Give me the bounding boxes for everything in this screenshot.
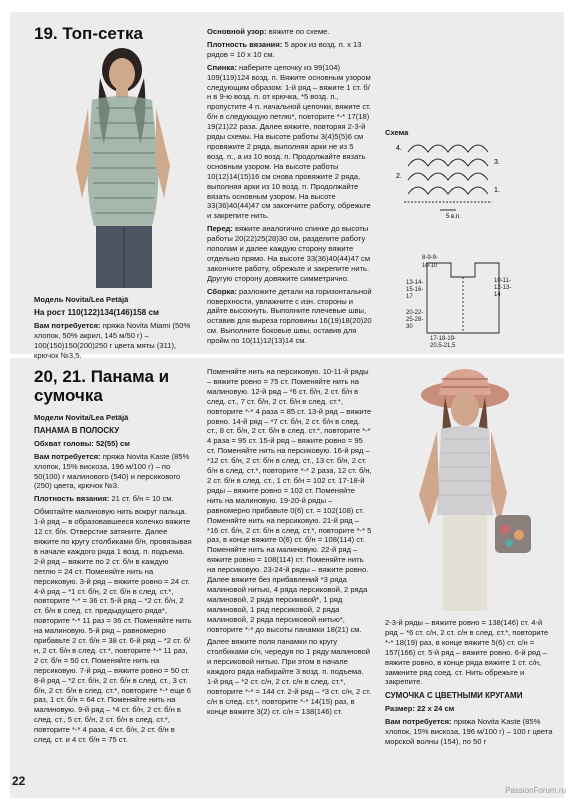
pattern-text: вяжите по схеме. — [268, 27, 330, 36]
scheme-note: 5 в.п. — [446, 214, 461, 220]
dim-left-c: 17 — [406, 294, 413, 300]
dim-left2-c: 30 — [406, 324, 413, 330]
assembly-label: Сборка: — [207, 286, 237, 296]
dim-right-c: 14 — [494, 292, 501, 298]
dim-top-b: 10-10 — [422, 263, 438, 269]
dim-bottom-a: 17-18-19- — [430, 336, 457, 342]
model-credit: Модель Novita/Lea Petäjä — [34, 295, 129, 304]
model-photo-hat — [395, 365, 555, 615]
back-paragraph — [207, 63, 372, 222]
scheme-row-3: 3. — [494, 159, 500, 166]
dim-left-a: 13-14- — [406, 280, 424, 286]
density-paragraph-2 — [34, 494, 192, 504]
pattern-label: Основной узор: — [207, 27, 267, 36]
scheme-row-2: 2. — [396, 173, 402, 180]
head-label: Обхват головы: — [34, 438, 94, 448]
dim-right-b: 12-13- — [494, 285, 512, 291]
materials-label-2: Вам потребуется: — [34, 451, 101, 461]
body-text-3: Далее вяжите поля панамки по кругу столбиками с/н, чередуя по 1 ряду малиновой и персиковой нитью. При этом в начале каждого ряда набирайте 3 возд. п. подъема. 1-й ряд – *2 ст. с/н, 2 ст. с/н в след. ст.*, повторите *-* = 144 ст. 2-й ряд – *3 ст. с/н, 2 ст. с/н в след. ст.*, повторите *-* 14(15) раз, в конце вяжите 3(2) ст. с/н = 138(146) ст. — [207, 637, 371, 716]
height-line: На рост 110(122)134(146)158 см — [34, 307, 160, 317]
materials-text-3: пряжа Novita Kaste (85% хлопок, 15% вискоза, 196 м/100 г) – 100 г цвета морской волны (154), по 50 г — [385, 717, 553, 746]
page-number: 22 — [12, 774, 26, 788]
body-text-4: 2-3-й ряды – вяжите ровно = 138(146) ст. 4-й ряд – *6 ст. с/н, 2 ст. с/н в след. ст.*, повторите *-* 18(19) раз, в конце вяжите 5(6) ст. с/н = 157(166) ст. 5-й ряд – вяжите ровно. 6-й ряд – вяжите ровно, в конце ряда вяжите 1 ст. с/н, замкните ряд соед. ст. Нить обрежьте и закрепите. — [385, 618, 549, 687]
body-text-1: Обмотайте малиновую нить вокруг пальца. 1-й ряд – в образовавшееся колечко вяжите 12 ст. б/н. Отверстие затяните. Далее вяжите по кругу столбиками б/н, провязывая в начале каждого ряда 1 возд. п. подъема. 2-й ряд – вяжите по 2 ст. б/н в каждую петлю = 24 ст. Поменяйте нить на персиковую. 3-й ряд – вяжите ровно = 24 ст. 4-й ряд – *1 ст. б/н, 2 ст. б/н в след. ст.*, повторите *-* = 36 ст. 5-й ряд – *2 ст. б/н, 2 ст. б/н в след. ст. предыдущего ряда*, повторите *-* 11 раз = 36 ст. Поменяйте нить на малиновую. 5-й ряд – равномерно прибавьте 2 ст. б/н = 38 ст. 6-й ряд – *2 ст. б/н, 2 ст. б/н в след. ст.*, повторите *-* 11 раз, 2 ст. б/н = 50 ст. Поменяйте нить на персиковую. 7-й ряд – вяжите ровно = 50 ст. 8-й ряд – *2 ст. б/н, 2 ст. б/н в след. ст., 3 ст. б/н, 2 ст. б/н в след. ст.*, повторите *-* еще 6 раз, 1 ст. б/н = 64 ст. Поменяйте нить на малиновую. 9-й ряд – *4 ст. б/н, 2 ст. б/н в след. ст., 5 ст. б/н, 2 ст. б/н в след. ст.*, повторите *-* 4 раза, 4 ст. б/н, 2 ст. б/н в след. ст. и 4 ст. б/н = 75 ст. — [34, 507, 192, 745]
section-20-title: 20, 21. Панама и сумочка — [34, 367, 170, 405]
dim-left2-b: 25-28- — [406, 317, 424, 323]
materials-paragraph — [34, 321, 194, 361]
materials-label: Вам потребуется: — [34, 320, 101, 330]
back-label: Спинка: — [207, 62, 237, 72]
dim-bottom-b: 20,5-21,5 — [430, 343, 456, 349]
watermark: PassionForum.ru — [505, 786, 566, 795]
section-19-title: 19. Топ-сетка — [34, 24, 143, 43]
model-photo-top — [60, 48, 190, 288]
back-text: наберите цепочку из 99(104) 109(119)124 возд. п. Вяжите основным узором следующим образом: 1-й ряд – вяжите 1 ст. б/н в 9-ю возд. п. от крючка, *5 возд. п., пропустите 4 п. начальной цепочки, вяжите ст. б/н в следующую петлю*, повторите *-* 17(18) 19(21)22 раза. Далее вяжите, повторяя 2-3-й ряды схемы. На высоте работы 3(4)5(5)6 см провяжите 2 ряда, выполняя арки не из 5 возд. п., а из 10 возд. п. Продолжайте вязать основным узором. На высоте работы 10(12)14(15)16 см снова провяжите 2 ряда, выполняя арки из 10 возд. п. Продолжайте вязать основным узором. На высоте 33(36)40(44)47 см закончите работу, обрежьте и закрепите нить. — [207, 62, 371, 221]
subheading-bag: СУМОЧКА С ЦВЕТНЫМИ КРУГАМИ — [385, 691, 523, 701]
size-label: Размер: — [385, 704, 415, 714]
materials-label-3: Вам потребуется: — [385, 717, 452, 727]
front-text: вяжите аналогично спинке до высоты работы 20(22)25(28)30 см, разделите работу пополам и далее каждую сторону вяжите отдельно прямо. На высоте 33(36)40(44)47 см закончите работу, обрежьте и закрепите нить. Другую сторону довяжите симметрично. — [207, 224, 371, 283]
materials-paragraph-3 — [385, 717, 555, 747]
section-19-column-2 — [207, 27, 372, 349]
model-credit-2: Модели Novita/Lea Petäjä — [34, 413, 129, 422]
materials-paragraph-2 — [34, 452, 192, 492]
front-label: Перед: — [207, 224, 233, 234]
scheme-label: Схема — [385, 128, 409, 137]
crochet-scheme-diagram — [396, 138, 506, 220]
dim-top-a: 8-9-9- — [422, 255, 439, 261]
dim-left-b: 15-16- — [406, 287, 424, 293]
dim-left2-a: 20-22- — [406, 310, 424, 316]
head-value: 52(55) см — [95, 438, 130, 448]
front-paragraph — [207, 224, 372, 283]
scheme-row-4: 4. — [396, 145, 402, 152]
subheading-panama: ПАНАМА В ПОЛОСКУ — [34, 425, 120, 435]
body-text-2: Поменяйте нить на персиковую. 10-11-й ряды – вяжите ровно = 75 ст. Поменяйте нить на малиновую. 12-й ряд – *6 ст. б/н, 2 ст. б/н в след. ст., 7 ст. б/н, 2 ст. б/н в след. ст.*, повторите *-* 4 раза = 85 ст. 13-й ряд – вяжите ровно. 14-й ряд – *7 ст. б/н, 2 ст. б/н в след. ст., 8 ст. б/н, 2 ст. б/н в след. ст.*, повторите *-* 4 раза = 95 ст. 15-й ряд – вяжите ровно = 95 ст. Поменяйте нить на персиковую. 16-й ряд – *12 ст. б/н, 2 ст. б/н в след. ст., 13 ст. б/н, 2 ст. б/н в след. ст.*, повторите *-* 2 раза, 12 ст. б/н, 2 ст. б/н в след. ст., 1 ст. б/н = 102 ст. 17-18-й ряды – вяжите ровно = 102 ст. Поменяйте нить на малиновую. 19-20-й ряды – равномерно прибавьте 0(6) ст. = 102(108) ст. Поменяйте нить на персиковую. 21-й ряд – *16 ст. б/н, 2 ст. б/н в след. ст.*, повторите *-* 5 раз, в конце вяжите 0(6) ст. б/н = 108(114) ст. Поменяйте нить на малиновую. 22-й ряд – вяжите ровно = 108(114) ст. Поменяйте нить на персиковую. 23-24-й ряды – вяжите ровно. Далее вяжите без прибавлений *3 ряда малиновой нитью, 4 ряда персиковой, 2 ряда малиновой, 2 ряда персиковой*, 1 ряд малиновой, 1 ряд персиковой, 2 ряда малиновой, 2 ряда персиковой нитью*, повторите *-* до высоты панамки 18(21) см. — [207, 367, 372, 634]
assembly-paragraph — [207, 287, 372, 346]
section-19-column-3 — [385, 92, 555, 141]
section-20-column-1 — [34, 413, 192, 748]
section-19-model-info — [34, 295, 194, 363]
density-paragraph — [207, 40, 372, 60]
dim-right-a: 10-11- — [494, 278, 511, 284]
head-paragraph — [34, 439, 192, 449]
materials-text-2: пряжа Novita Kaste (85% хлопок, 15% вискоза, 196 м/100 г) – по 50(100) г малинового (540) и персикового (250) цвета, крючок №3. — [34, 451, 190, 491]
scheme-row-1: 1. — [494, 187, 500, 194]
size-paragraph — [385, 704, 555, 714]
pattern-paragraph — [207, 27, 372, 37]
density-label-2: Плотность вязания: — [34, 494, 110, 504]
density-text: 5 арок из возд. п. х 13 рядов = 10 х 10 см. — [207, 39, 362, 59]
materials-text: пряжа Novita Miami (50% хлопок, 50% акрил, 145 м/50 г) – 100(150)150(200)250 г цвета мяты (311), крючок №3,5. — [34, 320, 191, 360]
assembly-text: разложите детали на горизонтальной поверхности, увлажните с изн. стороны и дайте высохнуть. Выполните плечевые швы, оставив для выреза горловины 16(19)18(20)20 см. Выполните боковые швы, оставив для пройм по 10(11)12(13)14 см. — [207, 286, 372, 346]
size-value: 22 х 24 см — [417, 704, 455, 714]
density-label: Плотность вязания: — [207, 39, 283, 49]
density-text-2: 21 ст. б/н = 10 см. — [111, 494, 174, 504]
section-20-column-2 — [207, 367, 372, 720]
section-20-column-3 — [385, 618, 555, 750]
